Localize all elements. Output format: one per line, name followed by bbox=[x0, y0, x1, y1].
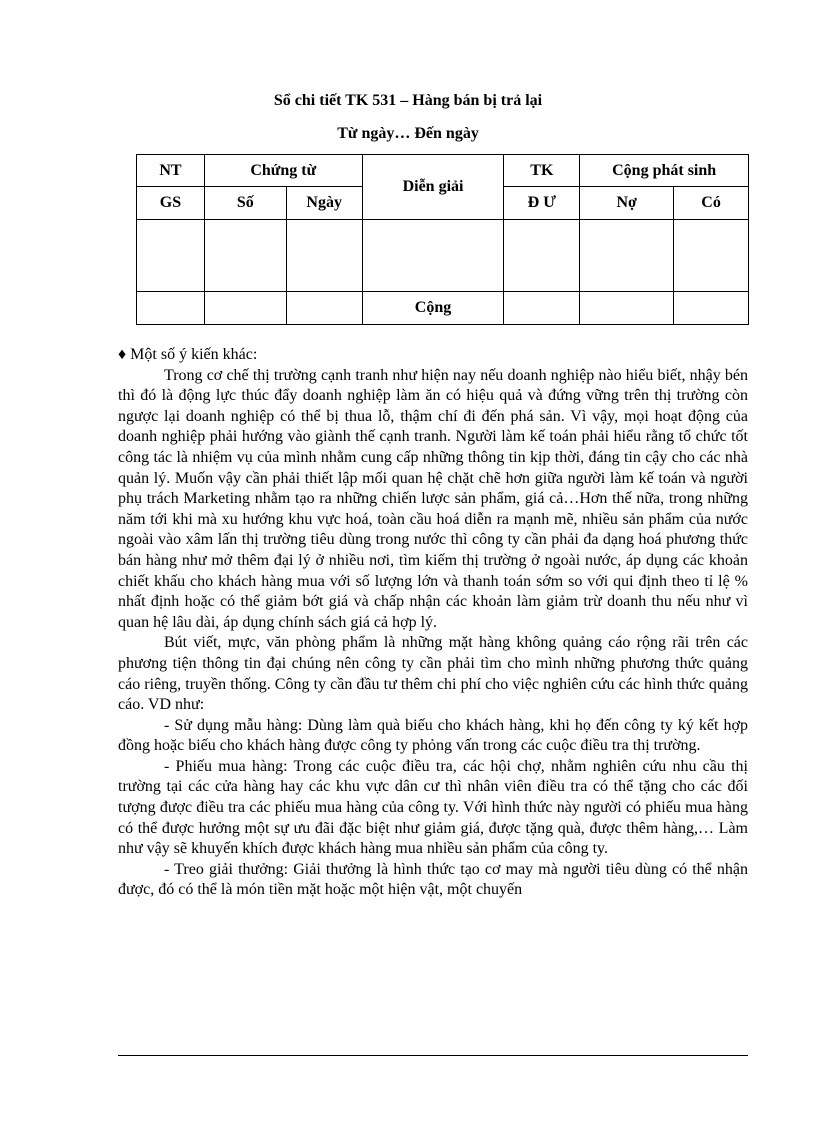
paragraph-3: - Sử dụng mẫu hàng: Dùng làm quà biếu cho khách hàng, khi họ đến công ty ký kết hợp đồng hoặc biếu cho khách hàng được công ty phỏng vấn trong các cuộc điều tra thị trường. bbox=[118, 716, 748, 755]
table-cell bbox=[286, 292, 362, 325]
header-row-1 bbox=[137, 155, 749, 187]
header-co: Có bbox=[674, 187, 749, 220]
header-chungtu: Chứng từ bbox=[204, 155, 362, 187]
header-diengiai: Diễn giải bbox=[362, 155, 504, 220]
table-cell bbox=[137, 292, 205, 325]
table-cell bbox=[137, 220, 205, 292]
header-ngay: Ngày bbox=[286, 187, 362, 220]
header-tkdu-bottom: Đ Ư bbox=[504, 187, 580, 220]
table-cell bbox=[204, 292, 286, 325]
paragraph-5: - Treo giải thưởng: Giải thưởng là hình thức tạo cơ may mà người tiêu dùng có thể nhận được, đó có thể là món tiền mặt hoặc một hiện vật, một chuyến bbox=[118, 860, 748, 899]
paragraph-1: Trong cơ chế thị trường cạnh tranh như hiện nay nếu doanh nghiệp nào hiểu biết, nhậy bén thì đó là động lực thúc đẩy doanh nghiệp làm ăn có hiệu quả và đứng vững trên thị trường còn ngược lại doanh nghiệp có thể bị thua lỗ, thậm chí đi đến phá sản. Vì vậy, mọi hoạt động của doanh nghiệp phải hướng vào giành thế cạnh tranh. Người làm kế toán phải hiểu rằng tổ chức tốt công tác là nhiệm vụ của mình nhằm cung cấp những thông tin kịp thời, đáng tin cậy cho các nhà quản lý. Muốn vậy cần phải thiết lập mối quan hệ chặt chẽ hơn giữa người làm kế toán và người phụ trách Marketing nhằm tạo ra những chiến lược sản phẩm, giá cả…Hơn thế nữa, trong những năm tới khi mà xu hướng khu vực hoá, toàn cầu hoá diễn ra mạnh mẽ, nhiều sản phẩm của nước ngoài vào xâm lấn thị trường tiêu dùng trong nước thì công ty cần phải đa dạng hoá phương thức bán hàng như mở thêm đại lý ở nhiều nơi, tìm kiếm thị trường ở ngoài nước, áp dụng các khoản chiết khấu cho khách hàng mua với số lượng lớn và thanh toán sớm so với qui định theo tỉ lệ % nhất định hoặc có thể giảm bớt giá và chấp nhận các khoản làm giảm trừ doanh thu nếu như vì quan hệ lâu dài, áp dụng chính sách giá cả hợp lý. bbox=[118, 366, 748, 631]
table-cell bbox=[674, 292, 749, 325]
header-ntgs-bottom: GS bbox=[137, 187, 205, 220]
total-row bbox=[137, 292, 749, 325]
ledger-table bbox=[136, 154, 749, 325]
header-ntgs-top: NT bbox=[137, 155, 205, 187]
date-range-subtitle: Từ ngày… Đến ngày bbox=[337, 125, 479, 142]
header-no: Nợ bbox=[580, 187, 674, 220]
header-congphatsinh: Cộng phát sinh bbox=[580, 155, 749, 187]
table-row bbox=[137, 220, 749, 292]
table-cell bbox=[504, 220, 580, 292]
table-cell bbox=[674, 220, 749, 292]
footer-divider bbox=[118, 1055, 748, 1056]
header-tkdu-top: TK bbox=[504, 155, 580, 187]
table-cell bbox=[504, 292, 580, 325]
table-cell bbox=[286, 220, 362, 292]
page-title: Sổ chi tiết TK 531 – Hàng bán bị trả lại bbox=[273, 92, 543, 109]
table-cell bbox=[580, 220, 674, 292]
header-so: Số bbox=[204, 187, 286, 220]
table-cell bbox=[362, 220, 504, 292]
table-cell bbox=[580, 292, 674, 325]
paragraph-4: - Phiếu mua hàng: Trong các cuộc điều tra, các hội chợ, nhằm nghiên cứu nhu cầu thị trường tại các cửa hàng hay các khu vực dân cư thì nhân viên điều tra có thể tặng cho các đối tượng được điều tra các phiếu mua hàng của công ty. Với hình thức này người có phiếu mua hàng có thể được hưởng một sự ưu đãi đặc biệt như giảm giá, được tặng quà, được thêm hàng,… Làm như vậy sẽ khuyến khích được khách hàng mua nhiều sản phẩm của công ty. bbox=[118, 757, 748, 858]
paragraph-2: Bút viết, mực, văn phòng phẩm là những mặt hàng không quảng cáo rộng rãi trên các phương tiện thông tin đại chúng nên công ty cần phải tìm cho mình những phương thức quảng cáo riêng, truyền thống. Công ty cần đầu tư thêm chi phí cho việc nghiên cứu các hình thức quảng cáo. VD như: bbox=[118, 634, 748, 714]
section-heading: ♦ Một số ý kiến khác: bbox=[118, 346, 258, 363]
body-text bbox=[118, 345, 748, 901]
total-label: Cộng bbox=[362, 292, 504, 325]
table-cell bbox=[204, 220, 286, 292]
